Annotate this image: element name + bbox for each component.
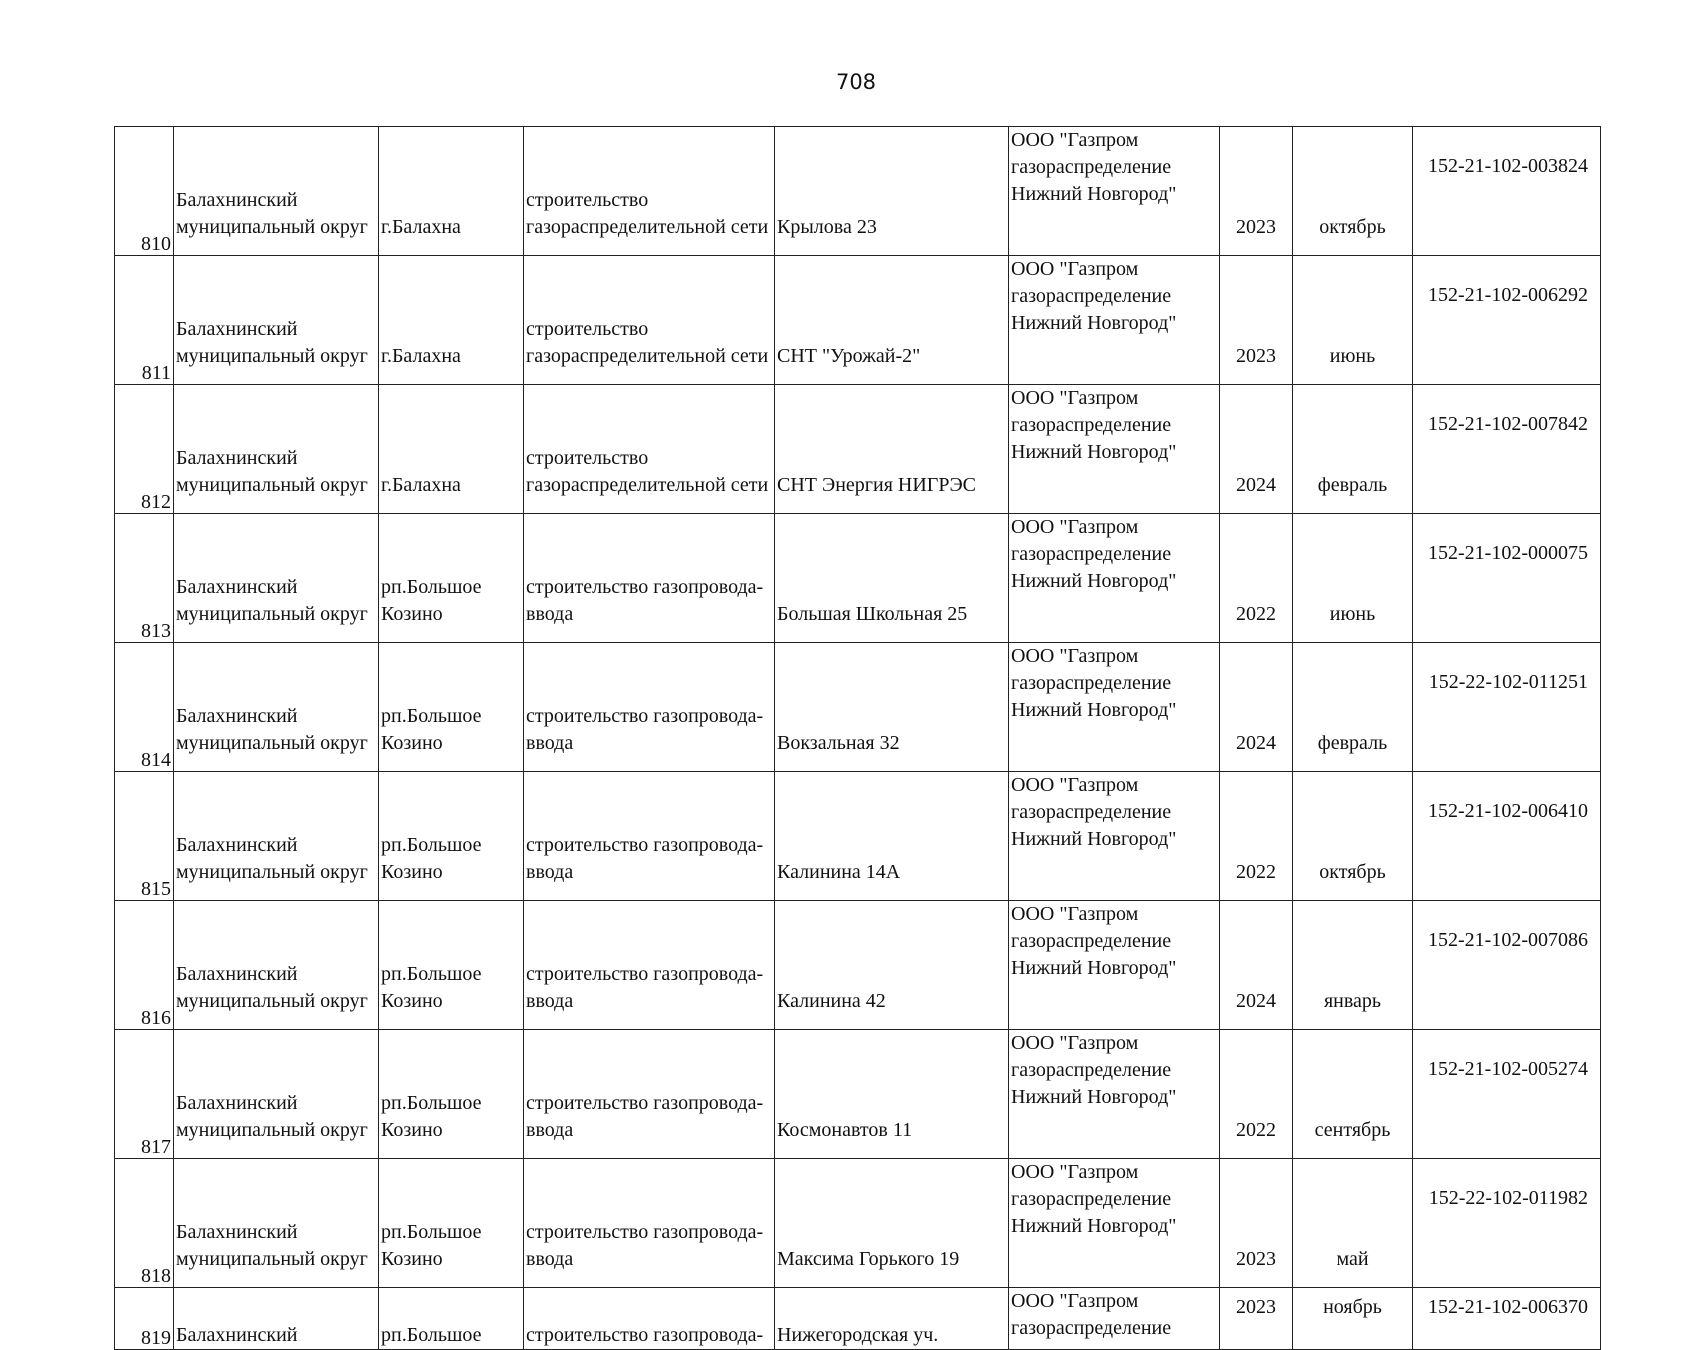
work-type-cell-line: строительство газопровода- [526,1092,764,1114]
row-number-text: 815 [141,878,171,900]
code-cell [1413,643,1601,772]
work-type-cell-line: строительство газопровода- [526,1221,764,1243]
row-number [115,772,174,901]
table-row-partial [115,1288,1601,1350]
region-cell-line: муниципальный округ [176,345,368,367]
work-type-cell-line: ввода [526,990,574,1012]
work-type-cell-line: газораспределительной сети [526,216,769,238]
work-type-cell-line: ввода [526,732,574,754]
region-cell-line: Балахнинский [176,705,298,727]
organization-cell-line: газораспределение [1011,1188,1172,1210]
region-cell [174,772,379,901]
month-cell [1293,1159,1413,1288]
month-cell-text: февраль [1317,474,1388,496]
region-cell [174,1030,379,1159]
month-cell-text: май [1336,1248,1369,1270]
organization-cell-line: газораспределение [1011,672,1172,694]
region-cell [174,643,379,772]
organization-cell-line: Нижний Новгород" [1011,441,1177,463]
table-row [115,385,1601,514]
organization-cell-line: газораспределение [1011,801,1172,823]
code-cell [1413,127,1601,256]
region-cell-line: муниципальный округ [176,603,368,625]
organization-cell [1009,1288,1220,1350]
code-cell-text: 152-21-102-003824 [1428,155,1588,177]
organization-cell-line: ООО "Газпром [1011,645,1139,667]
region-cell [174,514,379,643]
month-cell [1293,772,1413,901]
organization-cell-line: газораспределение [1011,930,1172,952]
organization-cell-line: ООО "Газпром [1011,129,1139,151]
row-number [115,1288,174,1350]
table-row [115,127,1601,256]
row-number [115,127,174,256]
year-cell [1220,643,1293,772]
month-cell [1293,256,1413,385]
year-cell-text: 2024 [1236,990,1276,1012]
year-cell [1220,385,1293,514]
region-cell [174,901,379,1030]
organization-cell-line: Нижний Новгород" [1011,570,1177,592]
year-cell [1220,901,1293,1030]
month-cell-text: июнь [1329,345,1376,367]
year-cell-text: 2023 [1236,345,1276,367]
year-cell [1220,1030,1293,1159]
month-cell [1293,385,1413,514]
organization-cell-line: газораспределение [1011,156,1172,178]
settlement-cell-line: г.Балахна [381,345,461,367]
address-cell-text: Калинина 42 [777,990,886,1012]
work-type-cell-line: строительство газопровода- [526,963,764,985]
region-cell-line: Балахнинский [176,963,298,985]
code-cell [1413,772,1601,901]
work-type-cell [524,1030,775,1159]
code-cell-text: 152-21-102-000075 [1428,542,1588,564]
organization-cell [1009,772,1220,901]
work-type-cell-text: строительство газопровода- [526,1324,764,1346]
settlement-cell-line: Козино [381,861,443,883]
code-cell-text: 152-21-102-005274 [1428,1058,1588,1080]
work-type-cell [524,901,775,1030]
year-cell-text: 2023 [1236,1248,1276,1270]
settlement-cell [379,1159,524,1288]
row-number-text: 819 [141,1327,171,1349]
settlement-cell-line: рп.Большое [381,1092,482,1114]
address-cell [775,901,1009,1030]
row-number [115,901,174,1030]
address-cell-text: Космонавтов 11 [777,1119,913,1141]
organization-cell-line: ООО "Газпром [1011,903,1139,925]
address-cell [775,772,1009,901]
row-number [115,643,174,772]
year-cell [1220,772,1293,901]
settlement-cell [379,1030,524,1159]
table-row [115,772,1601,901]
work-type-cell-line: газораспределительной сети [526,474,769,496]
address-cell-text: СНТ Энергия НИГРЭС [777,474,977,496]
work-type-cell [524,385,775,514]
year-cell-text: 2023 [1236,216,1276,238]
region-cell [174,385,379,514]
table-row [115,1030,1601,1159]
year-cell-text: 2023 [1236,1296,1276,1318]
settlement-cell [379,901,524,1030]
address-cell-text: Максима Горького 19 [777,1248,960,1270]
work-type-cell-line: ввода [526,861,574,883]
work-type-cell [524,1159,775,1288]
month-cell-text: сентябрь [1314,1119,1391,1141]
address-cell-text: Крылова 23 [777,216,877,238]
organization-cell [1009,514,1220,643]
organization-cell-line: газораспределение [1011,1317,1172,1339]
organization-cell [1009,385,1220,514]
row-number [115,514,174,643]
region-cell-line: муниципальный округ [176,1119,368,1141]
organization-cell-line: ООО "Газпром [1011,1032,1139,1054]
address-cell [775,1159,1009,1288]
region-cell-line: муниципальный округ [176,732,368,754]
code-cell [1413,1030,1601,1159]
code-cell-text: 152-21-102-007086 [1428,929,1588,951]
settlement-cell [379,256,524,385]
code-cell [1413,1159,1601,1288]
settlement-cell [379,643,524,772]
organization-cell-line: ООО "Газпром [1011,516,1139,538]
code-cell [1413,256,1601,385]
settlement-cell-line: г.Балахна [381,216,461,238]
organization-cell-line: газораспределение [1011,414,1172,436]
month-cell-text: ноябрь [1323,1296,1382,1318]
month-cell-text: октябрь [1319,861,1386,883]
year-cell-text: 2022 [1236,603,1276,625]
month-cell-text: февраль [1317,732,1388,754]
code-cell [1413,901,1601,1030]
row-number [115,256,174,385]
region-cell [174,127,379,256]
address-cell [775,1030,1009,1159]
settlement-cell-line: рп.Большое [381,576,482,598]
row-number-text: 813 [141,620,171,642]
settlement-cell-line: Козино [381,1119,443,1141]
address-cell-text: Калинина 14А [777,861,901,883]
table-row [115,256,1601,385]
work-type-cell-line: ввода [526,1119,574,1141]
organization-cell-line: Нижний Новгород" [1011,312,1177,334]
work-type-cell [524,514,775,643]
work-type-cell [524,772,775,901]
organization-cell-line: ООО "Газпром [1011,1161,1139,1183]
organization-cell-line: Нижний Новгород" [1011,1086,1177,1108]
row-number-text: 817 [141,1136,171,1158]
organization-cell [1009,127,1220,256]
settlement-cell [379,1288,524,1350]
code-cell [1413,514,1601,643]
address-cell [775,127,1009,256]
region-cell-line: муниципальный округ [176,474,368,496]
work-type-cell-line: строительство [526,318,649,340]
year-cell-text: 2024 [1236,474,1276,496]
settlement-cell-line: рп.Большое [381,834,482,856]
organization-cell-line: ООО "Газпром [1011,774,1139,796]
year-cell [1220,514,1293,643]
organization-cell [1009,1159,1220,1288]
region-cell [174,256,379,385]
year-cell [1220,127,1293,256]
region-cell-text: Балахнинский [176,1324,298,1346]
organization-cell [1009,1030,1220,1159]
year-cell-text: 2024 [1236,732,1276,754]
year-cell [1220,1288,1293,1350]
work-type-cell [524,127,775,256]
code-cell [1413,1288,1601,1350]
month-cell-text: июнь [1329,603,1376,625]
row-number-text: 812 [141,491,171,513]
year-cell-text: 2022 [1236,1119,1276,1141]
region-cell-line: Балахнинский [176,576,298,598]
organization-cell-line: ООО "Газпром [1011,258,1139,280]
code-cell-text: 152-21-102-006292 [1428,284,1588,306]
year-cell-text: 2022 [1236,861,1276,883]
month-cell [1293,127,1413,256]
row-number-text: 810 [141,233,171,255]
work-type-cell-line: газораспределительной сети [526,345,769,367]
row-number-text: 814 [141,749,171,771]
month-cell [1293,643,1413,772]
address-cell-text: Нижегородская уч. [777,1324,939,1346]
region-cell-line: Балахнинский [176,447,298,469]
address-cell [775,385,1009,514]
settlement-cell-line: рп.Большое [381,963,482,985]
region-cell-line: муниципальный округ [176,1248,368,1270]
region-cell-line: Балахнинский [176,1221,298,1243]
region-cell-line: Балахнинский [176,189,298,211]
address-cell-text: Большая Школьная 25 [777,603,968,625]
region-cell-line: муниципальный округ [176,216,368,238]
code-cell-text: 152-21-102-006370 [1428,1296,1588,1318]
table-row [115,514,1601,643]
row-number [115,1159,174,1288]
work-type-cell-line: строительство [526,447,649,469]
month-cell [1293,901,1413,1030]
address-cell [775,514,1009,643]
region-cell-line: Балахнинский [176,834,298,856]
register-body [115,127,1601,1350]
settlement-cell-line: рп.Большое [381,1221,482,1243]
work-type-cell-line: ввода [526,1248,574,1270]
settlement-cell [379,385,524,514]
settlement-cell-line: Козино [381,603,443,625]
organization-cell-line: Нижний Новгород" [1011,699,1177,721]
settlement-cell-line: рп.Большое [381,705,482,727]
month-cell [1293,1288,1413,1350]
settlement-cell [379,514,524,643]
row-number-text: 818 [141,1265,171,1287]
code-cell-text: 152-22-102-011982 [1428,1187,1588,1209]
table-row [115,1159,1601,1288]
row-number-text: 811 [141,362,171,384]
work-type-cell-line: строительство газопровода- [526,834,764,856]
region-cell [174,1288,379,1350]
month-cell [1293,1030,1413,1159]
settlement-cell-line: Козино [381,990,443,1012]
work-type-cell [524,1288,775,1350]
settlement-cell-line: Козино [381,1248,443,1270]
code-cell-text: 152-22-102-011251 [1428,671,1588,693]
work-type-cell [524,256,775,385]
organization-cell [1009,643,1220,772]
year-cell [1220,1159,1293,1288]
address-cell [775,643,1009,772]
row-number-text: 816 [141,1007,171,1029]
settlement-cell-text: рп.Большое [381,1324,482,1346]
settlement-cell [379,772,524,901]
code-cell-text: 152-21-102-006410 [1428,800,1588,822]
address-cell-text: Вокзальная 32 [777,732,900,754]
table-row [115,643,1601,772]
organization-cell-line: газораспределение [1011,285,1172,307]
organization-cell [1009,901,1220,1030]
table-row [115,901,1601,1030]
address-cell-text: СНТ "Урожай-2" [777,345,921,367]
register-table [114,126,1601,1350]
row-number [115,385,174,514]
organization-cell-line: Нижний Новгород" [1011,957,1177,979]
address-cell [775,1288,1009,1350]
organization-cell-line: ООО "Газпром [1011,387,1139,409]
work-type-cell [524,643,775,772]
month-cell [1293,514,1413,643]
address-cell [775,256,1009,385]
region-cell-line: муниципальный округ [176,861,368,883]
code-cell-text: 152-21-102-007842 [1428,413,1588,435]
organization-cell-line: газораспределение [1011,543,1172,565]
settlement-cell-line: Козино [381,732,443,754]
page-number: 708 [835,70,877,94]
work-type-cell-line: строительство газопровода- [526,576,764,598]
organization-cell [1009,256,1220,385]
organization-cell-line: Нижний Новгород" [1011,183,1177,205]
month-cell-text: январь [1323,990,1382,1012]
settlement-cell-line: г.Балахна [381,474,461,496]
region-cell-line: Балахнинский [176,1092,298,1114]
organization-cell-line: Нижний Новгород" [1011,828,1177,850]
organization-cell-line: Нижний Новгород" [1011,1215,1177,1237]
row-number [115,1030,174,1159]
work-type-cell-line: строительство газопровода- [526,705,764,727]
region-cell-line: Балахнинский [176,318,298,340]
organization-cell-line: газораспределение [1011,1059,1172,1081]
code-cell [1413,385,1601,514]
year-cell [1220,256,1293,385]
organization-cell-line: ООО "Газпром [1011,1290,1139,1312]
settlement-cell [379,127,524,256]
month-cell-text: октябрь [1319,216,1386,238]
work-type-cell-line: строительство [526,189,649,211]
region-cell [174,1159,379,1288]
work-type-cell-line: ввода [526,603,574,625]
region-cell-line: муниципальный округ [176,990,368,1012]
